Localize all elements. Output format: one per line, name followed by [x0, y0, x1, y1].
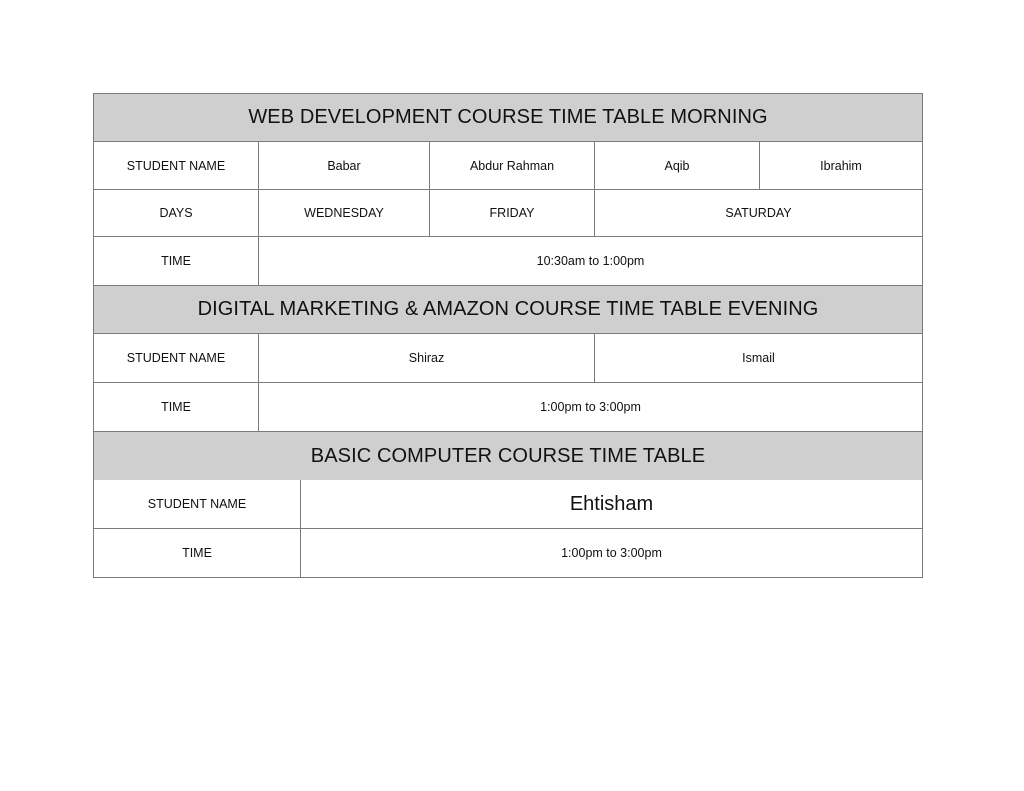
- table-row: [94, 142, 922, 190]
- student-name-label: STUDENT NAME: [94, 142, 259, 189]
- section-title-digital-marketing: DIGITAL MARKETING & AMAZON COURSE TIME TABLE EVENING: [94, 286, 922, 334]
- table-row: [94, 334, 922, 383]
- student-name-label: STUDENT NAME: [94, 334, 259, 382]
- day-cell: SATURDAY: [725, 206, 792, 220]
- timetable: [93, 93, 923, 578]
- time-label: TIME: [94, 383, 259, 431]
- time-cell: 1:00pm to 3:00pm: [561, 546, 662, 560]
- table-row: [94, 237, 922, 286]
- student-name-cell: Aqib: [595, 142, 760, 189]
- days-label: DAYS: [94, 190, 259, 236]
- time-cell: 10:30am to 1:00pm: [536, 254, 645, 268]
- student-name-cell: Abdur Rahman: [430, 142, 595, 189]
- student-name-cell: Ehtisham: [569, 492, 654, 515]
- table-row: [94, 480, 922, 529]
- student-name-cell: Babar: [259, 142, 430, 189]
- day-cell: WEDNESDAY: [259, 190, 430, 236]
- student-name-label: STUDENT NAME: [94, 480, 301, 528]
- time-label: TIME: [94, 529, 301, 577]
- student-name-cell: Shiraz: [259, 334, 595, 382]
- student-name-cell: Ismail: [742, 351, 775, 365]
- student-name-cell: Ibrahim: [820, 158, 862, 173]
- table-row: [94, 383, 922, 432]
- table-row: [94, 529, 922, 577]
- table-row: [94, 190, 922, 237]
- section-title-basic-computer: BASIC COMPUTER COURSE TIME TABLE: [94, 432, 922, 480]
- section-title-web-development: WEB DEVELOPMENT COURSE TIME TABLE MORNING: [94, 94, 922, 142]
- time-label: TIME: [94, 237, 259, 285]
- time-cell: 1:00pm to 3:00pm: [540, 400, 641, 414]
- day-cell: FRIDAY: [430, 190, 595, 236]
